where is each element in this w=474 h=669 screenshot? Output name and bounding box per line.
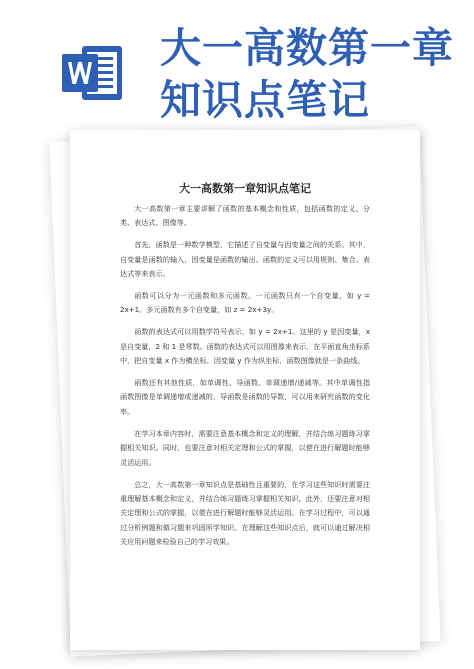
word-document-icon <box>60 40 126 106</box>
paragraph: 总之，大一高数第一章知识点是基础性且重要的，在学习这些知识时需要注重理解基本概念和定义，并结合练习题练习掌握相关知识。此外，还要注意对相关定理和公式的掌握，以便在进行解题时能够灵活运用。在学习过程中，可以通过分析例题和做习题来巩固所学知识。在理解这些知识点后，就可以通过解决相关应用问题来检验自己的学习效果。 <box>120 479 370 547</box>
header-banner <box>0 0 474 130</box>
paragraph: 首先，函数是一种数学模型，它描述了自变量与因变量之间的关系。其中，自变量是函数的输入，因变量是函数的输出。函数的定义可以用规则、集合、表达式等来表示。 <box>120 240 370 279</box>
paragraph: 函数的表达式可以用数学符号表示，如 y = 2x+1。这里的 y 是因变量，x 是自变量，2 和 1 是常数。函数的表达式可以用图像来表示，在平面直角坐标系中，把自变量 x 作为横坐标，因变量 y 作为纵坐标，函数图像就是一条曲线。 <box>120 327 370 366</box>
header-title: 大一高数第一章知识点笔记 <box>160 24 454 124</box>
document-page <box>70 130 420 650</box>
document-title: 大一高数第一章知识点笔记 <box>179 182 311 195</box>
paragraph: 函数还有其他性质，如单调性、导函数、单调递增/递减等。其中单调性指函数图像是单调递增或递减的，导函数是函数的导数，可以用来研究函数的变化率。 <box>120 378 370 416</box>
paragraph: 大一高数第一章主要讲解了函数的基本概念和性质，包括函数的定义、分类、表达式、图像等。 <box>120 204 370 228</box>
document-body <box>120 202 370 557</box>
paragraph: 函数可以分为一元函数和多元函数。一元函数只有一个自变量，如 y = 2x+1。多元函数有多个自变量，如 z = 2x+3y。 <box>120 291 370 315</box>
paragraph: 在学习本章内容时，需要注意基本概念和定义的理解，并结合练习题练习掌握相关知识。同时，也要注意对相关定理和公式的掌握，以便在进行解题时能够灵活运用。 <box>120 428 370 467</box>
